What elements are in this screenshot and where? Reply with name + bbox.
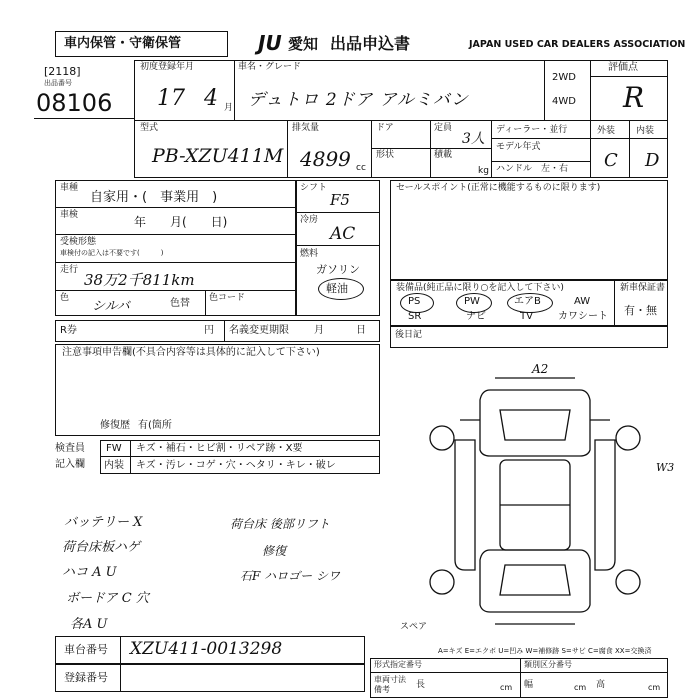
after-note-label: 後日記 [395, 330, 423, 340]
handwritten-note: 修復 [262, 544, 287, 558]
mileage-label: 走行 [60, 265, 79, 275]
divider [55, 234, 296, 235]
repair-label: 修復歴 [100, 420, 130, 431]
width-unit: cm [574, 683, 587, 692]
inspection-value: 年 月( 日) [134, 215, 228, 229]
divider [371, 120, 372, 178]
month-unit: 月 [224, 103, 234, 113]
chassis-value: XZU411-0013298 [130, 639, 283, 659]
model-label: 型式 [140, 123, 159, 133]
repair-value: 有(箇所 [138, 420, 172, 431]
reg-month: 4 [204, 86, 218, 111]
handwritten-note: ハコ A U [62, 565, 117, 580]
bracket-code: [2118] [44, 65, 81, 78]
model-value: PB-XZU411M [152, 145, 284, 167]
airbag-circle [507, 293, 553, 313]
capacity-label: 定員 [434, 123, 453, 133]
drive-4wd: 4WD [552, 96, 576, 107]
score-value: R [623, 81, 645, 114]
logo: JU [258, 31, 282, 55]
car-name-label: 車名・グレード [238, 62, 302, 72]
shape-label: 形状 [376, 150, 395, 160]
fuel-gasoline: ガソリン [316, 263, 360, 276]
color-value: シルバ [92, 299, 130, 314]
divider [205, 290, 206, 316]
equip-ps: PS [408, 296, 421, 307]
registration-label: 登録番号 [64, 671, 108, 684]
divider [55, 207, 296, 208]
entry-label: 記入欄 [55, 459, 85, 470]
fw-items: キズ・補石・ヒビ割・リペア跡・X要 [136, 443, 303, 454]
ps-circle [400, 293, 434, 313]
divider [614, 280, 615, 326]
interior-items: キズ・汚レ・コゲ・穴・ヘタリ・キレ・破レ [136, 460, 336, 471]
fuel-diesel: 軽油 [326, 282, 348, 295]
divider [296, 212, 380, 213]
divider [234, 60, 235, 120]
displacement-label: 排気量 [292, 123, 320, 133]
shift-value: F5 [330, 191, 350, 209]
handwritten-note: 荷台床 後部リフト [230, 517, 330, 531]
recycle-row [55, 320, 380, 342]
displacement-value: 4899 [300, 147, 351, 171]
exterior-value: C [604, 150, 618, 171]
receipt-label: 受検形態 [60, 237, 97, 247]
lot-number: 08106 [36, 89, 113, 117]
damage-legend: A=キズ E=エクボ U=凹み W=補修跡 S=サビ C=腐食 XX=交換済 [438, 647, 652, 655]
sales-point-label: セールスポイント(正常に機能するものに限ります) [396, 183, 601, 193]
shape-number-label: 形式指定番号 [374, 660, 422, 669]
divider [287, 120, 288, 178]
name-change-month: 月 [314, 325, 324, 336]
divider [34, 118, 134, 119]
remarks-label: 備考 [374, 685, 390, 694]
divider [590, 138, 668, 139]
drive-2wd: 2WD [552, 72, 576, 83]
width-label: 幅 [524, 680, 534, 690]
lot-number-label: 出品番号 [44, 79, 72, 87]
name-change-label: 名義変更期限 [229, 325, 289, 336]
new-car-warranty-value: 有・無 [624, 304, 657, 317]
vehicle-damage-diagram [420, 360, 670, 640]
document-title: 出品申込書 [330, 34, 411, 53]
model-year-label: モデル年式 [496, 142, 541, 152]
storage-note: 車内保管・守衛保管 [64, 36, 182, 51]
notes-label: 注意事項申告欄(不具合内容等は具体的に記入して下さい) [62, 347, 320, 358]
divider [590, 60, 591, 178]
handle-label: ハンドル 左・右 [496, 164, 569, 174]
car-name: デュトロ 2ドア アルミバン [248, 90, 469, 110]
fuel-label: 燃料 [300, 249, 319, 259]
color-code-label: 色コード [209, 293, 246, 303]
dealer-label: ディーラー・並行 [496, 125, 568, 135]
interior-value: D [645, 150, 660, 171]
cc-unit: cc [356, 163, 366, 173]
car-body-label: 車両寸法 [374, 675, 406, 684]
divider [520, 658, 521, 698]
divider [224, 320, 225, 342]
sales-point-block [390, 180, 668, 280]
ac-value: AC [330, 224, 356, 244]
divider [544, 60, 545, 120]
equip-navi: ナビ [466, 311, 486, 322]
diagram-mark-side: W3 [656, 461, 675, 474]
new-car-warranty-label: 新車保証書 [620, 283, 666, 293]
divider [590, 76, 668, 77]
ac-label: 冷房 [300, 215, 319, 225]
load-label: 積載 [434, 150, 453, 160]
height-label: 高 [596, 680, 606, 690]
divider [629, 120, 630, 178]
org-name: 愛知 [288, 35, 319, 53]
color-change-mark: 色替 [170, 298, 190, 309]
interior-row-label: 内装 [104, 460, 124, 471]
color-label: 色 [60, 293, 70, 303]
exterior-label: 外装 [597, 126, 616, 136]
handwritten-note: バッテリー X [64, 515, 143, 530]
fw-label: FW [106, 443, 122, 454]
name-change-day: 日 [356, 325, 366, 336]
equip-tv: TV [520, 311, 533, 322]
divider [371, 148, 491, 149]
association-name: JAPAN USED CAR DEALERS ASSOCIATION [469, 39, 686, 50]
divider [55, 290, 296, 291]
divider [491, 138, 590, 139]
mileage-value: 38万2千811km [84, 271, 195, 289]
kg-unit: kg [478, 166, 489, 176]
divider [491, 120, 492, 178]
receipt-note: 車検付の記入は不要です( ) [60, 249, 164, 257]
divider [130, 440, 131, 474]
handwritten-note: 石F ハロゴー シワ [240, 569, 340, 583]
equip-sr: SR [408, 311, 422, 322]
category-value: 自家用・( 事業用 ) [90, 190, 218, 205]
reg-year: 17 [157, 86, 185, 111]
fuel-selected-circle [318, 278, 364, 300]
after-note-block [390, 326, 668, 348]
inspector-label: 検査員 [55, 443, 85, 454]
recycle-yen: 円 [204, 325, 214, 336]
handwritten-note: ボードア C 穴 [66, 591, 149, 606]
handwritten-note: 各A U [70, 617, 108, 632]
category-label: 車種 [60, 183, 79, 193]
divider [296, 245, 380, 246]
divider [491, 161, 590, 162]
diagram-mark-top: A2 [532, 362, 549, 376]
inspection-label: 車検 [60, 210, 79, 220]
divider [134, 120, 668, 121]
divider [430, 120, 431, 178]
reg-label: 初度登録年月 [140, 62, 195, 72]
category-number-label: 類別区分番号 [524, 660, 572, 669]
pw-circle [456, 293, 492, 313]
equipment-label: 装備品(純正品に限り○を記入して下さい) [396, 283, 564, 293]
door-label: ドア [376, 123, 394, 133]
divider [55, 262, 296, 263]
length-label: 長 [416, 680, 426, 690]
handwritten-note: 荷台床板ハゲ [62, 540, 141, 555]
interior-label: 内装 [636, 126, 655, 136]
chassis-label: 車台番号 [64, 643, 108, 656]
equip-aw: AW [574, 296, 591, 307]
length-unit: cm [500, 683, 513, 692]
spare-label: スペア [400, 622, 428, 632]
equip-airbag: エアB [514, 296, 541, 307]
divider [100, 456, 380, 457]
shift-label: シフト [300, 183, 328, 193]
equip-pw: PW [464, 296, 480, 307]
recycle-label: R券 [60, 325, 77, 336]
capacity-value: 3人 [462, 131, 485, 147]
height-unit: cm [648, 683, 661, 692]
divider [370, 672, 668, 673]
equip-seat: カワシート [558, 311, 608, 322]
score-label: 評価点 [608, 62, 638, 73]
